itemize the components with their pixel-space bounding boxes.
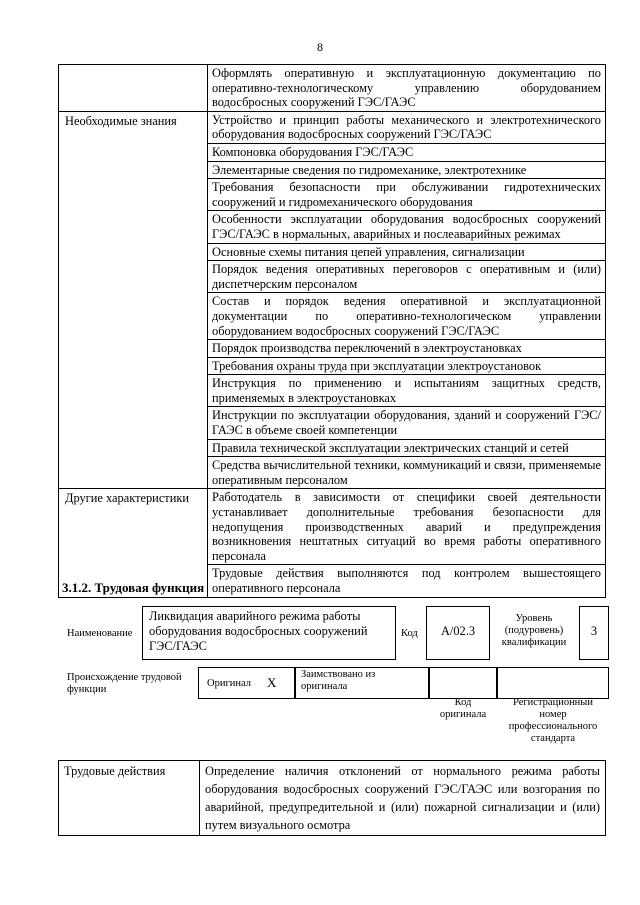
row-item: Основные схемы питания цепей управления, сигнализации (208, 243, 606, 261)
row-item: Компоновка оборудования ГЭС/ГАЭС (208, 143, 606, 161)
row-item: Трудовые действия выполняются под контролем вышестоящего оперативного персонала (208, 565, 606, 597)
level-value-box (579, 606, 609, 660)
table-row (59, 489, 606, 565)
borrowed-box (294, 667, 430, 699)
row-item: Элементарные сведения по гидромеханике, электротехнике (208, 161, 606, 179)
row-label (59, 65, 208, 112)
code-value: А/02.3 (440, 624, 476, 638)
row-item: Состав и порядок ведения оперативной и эксплуатационной документации по оперативно-технологическом управлении оборудованием водосбросных сооружений ГЭС/ГАЭС (208, 293, 606, 340)
original-box (198, 667, 296, 699)
row-item: Устройство и принцип работы механического и электротехнического оборудования водосбросных сооружений ГЭС/ГАЭС (208, 111, 606, 143)
origin-label: Происхождение трудовой функции (67, 672, 182, 695)
row-item: Инструкции по эксплуатации оборудования, зданий и сооружений ГЭС/ГАЭС в объеме своей компетенции (208, 407, 606, 439)
actions-label: Трудовые действия (59, 761, 200, 836)
row-item: Правила технической эксплуатации электрических станций и сетей (208, 439, 606, 457)
actions-text: Определение наличия отклонений от нормального режима работы оборудования водосбросных сооружений ГЭС/ГАЭС или возгорания по аварийной, предупредительной и (или) пожарной сигнализации и (или) путем визуального осмотра (200, 761, 606, 836)
actions-row (59, 761, 606, 836)
row-item: Оформлять оперативную и эксплуатационную документацию по оперативно-технологическому управлению оборудованием водосбросных сооружений ГЭС/ГАЭС (208, 65, 606, 112)
table-row (59, 65, 606, 112)
row-item: Работодатель в зависимости от специфики своей деятельности устанавливает дополнительные требования безопасности для недопущения производственных аварий и предупреждения возникновения нештатных ситуаций во время работы оперативного персонала (208, 489, 606, 565)
row-item: Особенности эксплуатации оборудования водосбросных сооружений ГЭС/ГАЭС в нормальных, аварийных и послеаварийных режимах (208, 211, 606, 243)
name-label: Наименование (67, 628, 133, 639)
code-original-box (428, 667, 498, 699)
level-value: 3 (590, 624, 598, 638)
row-label: Другие характеристики (59, 489, 208, 597)
page-number: 8 (317, 40, 323, 54)
row-item: Порядок производства переключений в электроустановках (208, 340, 606, 358)
actions-table (58, 760, 606, 836)
competency-table (58, 64, 606, 598)
row-item: Средства вычислительной техники, коммуникаций и связи, применяемые оперативным персоналом (208, 457, 606, 489)
level-label: Уровень (подуровень) квалификации (501, 613, 567, 648)
code-label: Код (401, 628, 418, 639)
original-label: Оригинал (207, 678, 251, 689)
table-row (59, 111, 606, 143)
code-value-box (426, 606, 490, 660)
row-item: Инструкция по применению и испытаниям защитных средств, применяемых в электроустановках (208, 375, 606, 407)
name-value: Ликвидация аварийного режима работы оборудования водосбросных сооружений ГЭС/ГАЭС (149, 609, 368, 653)
code-original-label: Код оригинала (439, 697, 487, 720)
row-item: Требования безопасности при обслуживании гидротехнических сооружений и гидромеханического оборудования (208, 179, 606, 211)
borrowed-label: Заимствовано из оригинала (301, 669, 376, 692)
reg-number-label: Регистрационный номер профессионального стандарта (508, 697, 598, 744)
name-value-box (142, 606, 396, 660)
row-item: Требования охраны труда при эксплуатации электроустановок (208, 357, 606, 375)
row-label: Необходимые знания (59, 111, 208, 489)
section-heading: 3.1.2. Трудовая функция (62, 580, 205, 595)
row-item: Порядок ведения оперативных переговоров с оперативным и (или) диспетчерским персоналом (208, 261, 606, 293)
reg-number-box (496, 667, 609, 699)
original-mark: X (267, 675, 277, 690)
